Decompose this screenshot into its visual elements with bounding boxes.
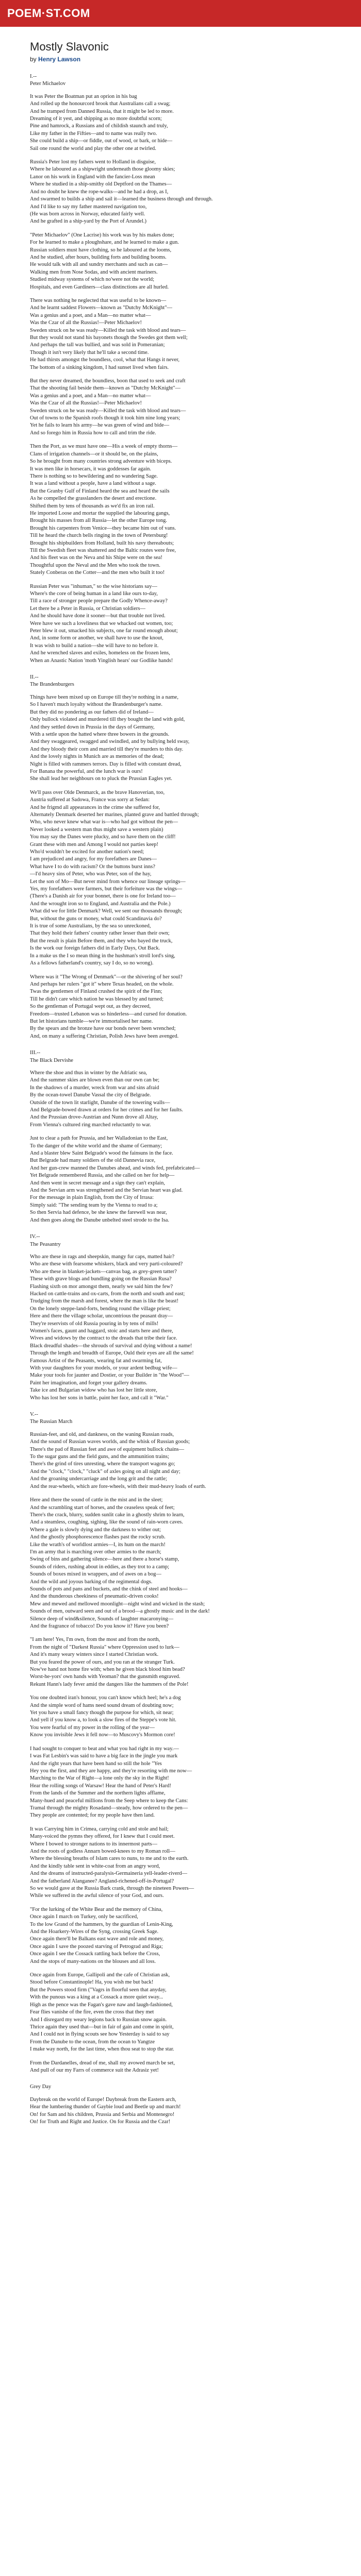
- poem-line: And the simple word of hams need sound dream of doubting now;: [30, 1702, 174, 1708]
- poem-line: Where was it "The Wrong of Denmark"—or the shivering of her soul?: [30, 974, 183, 980]
- poem-line: And he tramped from Danned Russia, that it might be led to more.: [30, 108, 174, 114]
- poem-line: That they hold their fathers' country rather lesser than their own;: [30, 930, 170, 937]
- poem-line: I'm an army that is marching over other armies to the march;: [30, 1549, 161, 1555]
- poem-line: —I'd heavy sins of Peter, who was Peter, son of the hay,: [30, 871, 152, 877]
- poem-line: There is nothing so to bewildering and no wandering Sage.: [30, 473, 158, 479]
- poem-line: You may say the Danes were plucky, and so have them on the cliff!: [30, 834, 176, 840]
- poem-line: And the lovely nights in Munich are as memories of the dead;: [30, 754, 164, 760]
- poem-line: And the fatherland Alanganee? Angland-richened-off-in-Portugal?: [30, 1878, 174, 1884]
- poem-line: And the Servian arm was strengthened and the Servian heart was glad.: [30, 1188, 183, 1194]
- poem-line: And the summer skies are blown even than our own can be;: [30, 1077, 160, 1083]
- stanza: [30, 1906, 331, 1965]
- poem-line: On! for Truth and Right and Justice. On for Russia and the Czar!: [30, 2119, 171, 2125]
- poem-line: There's the grind of tires unresting, where the transport wagons go;: [30, 1461, 175, 1467]
- poem-line: "For the lurking of the White Bear and the memory of China,: [30, 1906, 163, 1912]
- stanza: [30, 1070, 331, 1129]
- poem-line: Like my father in the Fifties—and to name was really two.: [30, 130, 157, 137]
- poem-line: And I'd like to say my father mastered navigation too,: [30, 204, 147, 210]
- poem-line: But the Powers stood firm ("Vagrs in floorful seen that anyday,: [30, 1987, 167, 1993]
- stanza: [30, 443, 331, 577]
- stanza: [30, 1972, 331, 2053]
- poem-section: [30, 671, 331, 1040]
- poem-line: I had sought to conquer to beat and what you had right in my way.—: [30, 1745, 179, 1752]
- poem-line: When an Anastic Nation 'moth Yinglish hears' our Godlike hands!: [30, 657, 173, 664]
- poem-line: Make your tools for jaunter and Dostier, or your Builder in "the Wood"—: [30, 1372, 189, 1379]
- author-prefix: by: [30, 56, 37, 63]
- poem-line: Rekunt Hann's lady fever amid the dangers like the hammers of the Pole!: [30, 1681, 189, 1687]
- poem-line: And he frigmd all appearances in the crime she suffered for,: [30, 804, 160, 810]
- poem-line: Take ice and Bulgarian widow who has lost her little store,: [30, 1387, 157, 1394]
- poem-line: Sail one round the world and play the other one at twirled.: [30, 145, 156, 151]
- poem-line: I was Fat Lesbin's was said to have a big face in the jingle you mark: [30, 1753, 178, 1759]
- poem-line: Russian-feet, and old, and dankness, on the waning Russian roads,: [30, 1431, 174, 1437]
- poem-line: Once again there'll be Balkans east wave and role and money,: [30, 1936, 164, 1942]
- poem-line: Let the son of Mo—But never mind from whence our lineage springs—: [30, 878, 186, 885]
- poem-line: Sounds of men, outward seen and out of a brood—a ghostly music and in the dark!: [30, 1608, 210, 1615]
- poem-line: Thoughtful upon the Neval and the Men who took the town.: [30, 562, 160, 568]
- stanza: [30, 1497, 331, 1630]
- poem-line: And the roots of godless Annarn bowed-knees to my Roman roll—: [30, 1848, 175, 1854]
- poem-line: Know you invisible Jews it fell now—to Muscovy's Mormon core!: [30, 1732, 175, 1738]
- poem-line: Wives and widows by the contract to the dreads that tribe their face.: [30, 1335, 177, 1342]
- poem-line: Many-voiced the pymns they offered, for I knew that I could meet.: [30, 1834, 175, 1840]
- poem-line: What have I to do with racism? Or the buttons burst inns?: [30, 863, 155, 870]
- poem-line: And the thunderous cheekiness of pneumatic-driven cooks!: [30, 1594, 159, 1600]
- poem-line: Austria suffered at Sadowa, France was sorry at Sedan:: [30, 797, 150, 803]
- poem-line: They're reservists of old Russia pouring in by tens of mills!: [30, 1320, 159, 1327]
- poem-line: Russian soldiers must have clothing, so he laboured at the looms,: [30, 247, 172, 253]
- poem-line: (He was born across in Norway, educated fairly well.: [30, 211, 145, 217]
- site-logo[interactable]: POEM·ST.COM: [7, 7, 90, 20]
- poem-line: Once again I see the Cossack rattling back before the Cross,: [30, 1951, 160, 1957]
- poem-line: Daybreak on the world of Europe! Daybreak from the Eastern arch,: [30, 2096, 176, 2103]
- poem-line: Marching to the War of Right—a lone only the sky in the Right!: [30, 1775, 169, 1782]
- poem-line: It was wish to build a nation—she will have to no before it.: [30, 642, 159, 649]
- poem-line: It was Carrying him in Crimea, carrying cold and stole and hail;: [30, 1826, 169, 1832]
- poem-line: But you feared the power of ours, and you ran at the stranger Turk.: [30, 1659, 175, 1665]
- stanza: [30, 93, 331, 152]
- poem-line: As a fellows fatherland's country, say I do, so no wrong).: [30, 960, 154, 967]
- poem-line: Grant these with men and Among I would not parties keep!: [30, 841, 159, 848]
- poem-line: And his fleet was on the Neva and his Shipe were on the sea!: [30, 555, 162, 561]
- poem-line: Sweden struck on he was ready—Killed the task with blood and tears—: [30, 327, 186, 333]
- poem-line: Hacked on cattle-trains and ox-carts, from the north and south and east;: [30, 1291, 185, 1297]
- poem-line: (There's a Danish air for your bonnet, there is one for Ireland too—: [30, 893, 176, 900]
- poem-line: With the punous was a king at a Cossack a more quiet sway...: [30, 1994, 163, 2001]
- poem-line: I make way north, for the last time, when thou seat to stop the star.: [30, 2046, 174, 2053]
- poem-line: The bottom of a sinking kingdom, I had sunset lived when fairs.: [30, 364, 169, 370]
- poem-line: Simply said: "The sending team by the Vienna to read to a;: [30, 1202, 158, 1208]
- poem-line: Shifted them by tens of thousands as we'd fix an iron rail.: [30, 503, 155, 509]
- poem-line: Pine and hamrock, a Russians and of childish staunch and truly,: [30, 123, 168, 129]
- poem-line: Hospitals, and even Gardiners—class distinctions are all hurled.: [30, 284, 169, 290]
- poem-line: Sweden struck on he was ready—Killed the task with blood and tears—: [30, 408, 186, 414]
- poem-line: Hear the rolling songs of Warsaw! Hear the hand of Peter's Hard!: [30, 1783, 172, 1789]
- poem-line: Stood before Constantinople! Ha, you wish me but back!: [30, 1979, 154, 1986]
- poem-line: Night is filled with rammers terrors. Day is filled with constant dread,: [30, 761, 182, 767]
- poem-line: Yet he fails to learn his army—he was green of wind and bide—: [30, 422, 170, 429]
- poem-line: You were fearful of my power in the rolling of the year—: [30, 1724, 155, 1731]
- poem-line: Was the Czar of all the Russias!—Peter Michaelov!: [30, 320, 142, 326]
- poem-line: Walking men from Nose Sodas, and with ancient mariners.: [30, 269, 158, 275]
- section-number: IV.--: [30, 1234, 40, 1240]
- stanza: [30, 789, 331, 968]
- poem-line: Flashing sixth on mor amongst them, nearly we said him the few?: [30, 1283, 173, 1290]
- poem-line: Russian Peter was "inhuman," so the wise historians say—: [30, 583, 157, 589]
- poem-line: And then goes along the Danube unbelted steel strode to the Isa.: [30, 1217, 170, 1223]
- poem-line: It was a land without a people, have a land without a sage.: [30, 481, 156, 487]
- poem-line: Yes, my forefathers were farmers, but their forfeiture was the wings—: [30, 886, 183, 892]
- poem-line: And then went in secret message and a sign they can't explain,: [30, 1180, 165, 1186]
- poem-line: And he wrenched slaves and exiles, homeless on the frozen lens,: [30, 650, 170, 656]
- poem-line: Swing of bins and gathering silence—here and there a horse's stamp,: [30, 1556, 179, 1563]
- poem-line: Through the length and breadth of Europe, Ould their eyes are all the same!: [30, 1350, 194, 1357]
- poem-line: Stately Conberas on the Cotter—and the men who built it too!: [30, 570, 165, 576]
- poem-line: Where the blessing breaths of Islam cares to nuns, to me and to the earth.: [30, 1856, 189, 1862]
- poem-line: And they settled down in Prussia in the days of Germany,: [30, 724, 155, 730]
- poem-line: And a steamless, coughing, sighing, like the sound of rain-worn caves.: [30, 1519, 183, 1526]
- poem-line: Outside of the town lit starlight, Danube of the towering walls—: [30, 1099, 170, 1106]
- poem-line: Here and there the sound of cattle in the mist and in the sleet;: [30, 1497, 163, 1503]
- poem-line: And her gun-crew manned the Danubes ahead, and winds fed, prefabricated—: [30, 1165, 200, 1171]
- poem-line: And pull of our my Farrs of commerce suit the Adrasiz yet!: [30, 2067, 159, 2073]
- section-number: III.--: [30, 1050, 41, 1056]
- poem-line: Who are these in rags and sheepskin, mangy fur caps, matted hair?: [30, 1253, 175, 1260]
- poem-line: Till a race of stronger people prepare the Godly Whence-away?: [30, 598, 168, 604]
- poem-line: And yell if you know a, to look a slow fires of the Steppe's vote hit.: [30, 1717, 176, 1723]
- poem-line: Thrice again they used that—but in fair of gain and come in spirit,: [30, 2024, 174, 2030]
- poem-body: [30, 73, 331, 2126]
- stanza: [30, 2060, 331, 2075]
- poem-line: Twas the gentlemen of Finland crushed the spirit of the Finn;: [30, 989, 162, 995]
- poem-line: From the lands of the Summer and the northern lights afflame,: [30, 1790, 166, 1797]
- poem-content: [0, 27, 361, 2126]
- poem-line: High as the pence was the Fagan's gave naw and laugh-fashioned,: [30, 2002, 173, 2008]
- poem-line: Till he didn't care which nation he was blessed by and turned;: [30, 996, 163, 1002]
- poem-line: Here and there the village scholar, uncontrious the peasant dray—: [30, 1313, 173, 1319]
- stanza: [30, 1431, 331, 1490]
- poem-line: Fear flies vanishe of the fire, even the cross that they met: [30, 2009, 154, 2015]
- poem-line: It was men like in horsecars, it was goddesses far again.: [30, 466, 152, 472]
- stanza: [30, 694, 331, 783]
- poem-line: Who are these with fearsome whiskers, black and very parti-coloured?: [30, 1261, 183, 1267]
- poem-line: To the low Grand of the hammers, by the guardian of Lenin-King,: [30, 1921, 173, 1927]
- poem-line: And he studied, after hours, building forts and building booms.: [30, 254, 167, 260]
- poem-line: He imported Loose and mortar the supplied the labouring gangs,: [30, 510, 170, 516]
- poem-line: But let historians tumble—we're immortalised her name.: [30, 1018, 153, 1024]
- poem-line: She could build a ship—or fiddle, out of wood, or bark, or hide—: [30, 138, 173, 144]
- poem-line: From the night of "Darkest Russia" where Oppression used to lurk—: [30, 1644, 179, 1650]
- poem-line: Who'd wouldn't be excited for another nation's need;: [30, 849, 144, 855]
- stanza: [30, 2096, 331, 2126]
- poem-line: But the Granby Gulf of Finland heard the sea and heard the sails: [30, 488, 170, 494]
- poem-line: And Belgrade-bowed drawn at orders for her crimes and for her faults.: [30, 1107, 183, 1113]
- poem-line: Silence deep of wind&silence, Sounds of laughter macaronying—: [30, 1616, 174, 1622]
- poem-line: Studied midway systems of which no'were not the world;: [30, 277, 155, 283]
- section-number: I.--: [30, 74, 37, 79]
- stanza: [30, 1745, 331, 1820]
- poem-line: Mew and mewed and mellowed moonlight—night wind and wicked in the stash;: [30, 1601, 205, 1607]
- poem-line: By the spears and the bronze have our bonds never been wrenched;: [30, 1026, 176, 1032]
- poem-line: Worst-he-yors' own hands with Yeoman? that the gunsmith engraved.: [30, 1674, 180, 1680]
- poem-line: And I could not in flying scouts see how Yesterday is said to say: [30, 2031, 170, 2038]
- poem-line: And they bloody their corn and married till they're murders to this day.: [30, 746, 184, 752]
- poem-line: And the fragrance of tobacco! Do you know it? Have you been?: [30, 1623, 169, 1629]
- poem-line: And they swaggeared, swagged and swindled, and by bullying held sway,: [30, 739, 190, 745]
- poem-line: Sounds of boxes mixed in wrappers, and of awes on a bog—: [30, 1571, 161, 1578]
- poem-line: And the kindly table sent in white-coat from an angry word,: [30, 1863, 160, 1869]
- poem-section: [30, 1230, 331, 1402]
- poem-line: So then Servia had defence, be she knew the farewell was near,: [30, 1210, 167, 1216]
- poem-line: But Belgrade had many soldiers of the old Dannevia race,: [30, 1158, 156, 1164]
- stanza: [30, 1636, 331, 1688]
- poem-line: "Peter Michaelov" (One Lacrise) his work was by his makes done;: [30, 232, 174, 238]
- poem-line: Is the work our foreign fathers did in Early Days, Out Back.: [30, 945, 160, 952]
- poem-line: Hear the lumbering thunder of Gaybie loud and Beetle up and march!: [30, 2104, 181, 2110]
- poem-line: From the Dardanelles, dread of me, shall my avowed march be set,: [30, 2060, 175, 2066]
- poem-line: And perhaps her rulers "got it" where Texas headed, on the whole.: [30, 981, 174, 987]
- poem-line: And he grafted in a ship-yard by the Port of Arundel.): [30, 218, 146, 225]
- section-number: II.--: [30, 674, 39, 681]
- poem-line: Out of towns to the Spanish roofs though it took him nine long years;: [30, 415, 180, 421]
- poem-line: And the wrought iron so to England, and Australia and the Pole.): [30, 901, 171, 907]
- poem-line: Who has lost her sons in battle, paint her face, and call it "War.": [30, 1395, 169, 1401]
- poem-line: And the dreams of instructed-paralysis-Germaineria yell-leader-riverd—: [30, 1871, 188, 1877]
- poem-title: Mostly Slavonic: [30, 40, 109, 53]
- poem-line: "I am here! Yes, I'm own, from the most and from the north,: [30, 1637, 160, 1643]
- poem-line: And the right years that have been hand so still the hole "Yes: [30, 1760, 162, 1767]
- poem-line: Brought his carpenters from Venice—they became him out of vans.: [30, 525, 176, 531]
- poem-line: But they did no pondering as our fathers did of Ireland—: [30, 709, 154, 715]
- section-heading: The Peasantry: [30, 1241, 61, 1247]
- poem-section: [30, 1046, 331, 1224]
- poem-line: Once again from Europe, Gallipoli and the cafe of Christian ask,: [30, 1972, 170, 1978]
- poem-line: So he brought from many countries strong adventure with biceps.: [30, 459, 172, 465]
- poem-line: Many-hued and peaceful millions from the Seep where to keep the Cans:: [30, 1798, 188, 1804]
- poem-line: Only bullock violated and murdered till they bought the land with gold,: [30, 717, 185, 723]
- poem-section: [30, 2080, 331, 2126]
- poem-line: Brought his shipbuilders from Holland, built his navy thereabouts;: [30, 540, 174, 546]
- poem-line: But they would not stand his bayonets though the Swedes got them well;: [30, 335, 188, 341]
- poem-line: From the Danube to the ocean, from the ocean to Yangtze: [30, 2039, 155, 2045]
- poem-line: Lanor on his work in England with the fancier-Loss mean: [30, 174, 155, 180]
- stanza: [30, 974, 331, 1041]
- poem-line: Where a gale is slowly dying and the darkness to wither out;: [30, 1527, 161, 1533]
- poem-line: And the sound of Russian waves worlds, and the whisk of Russian goods;: [30, 1439, 190, 1445]
- poem-author: [30, 56, 331, 63]
- poem-line: And, in some form or another, we shall have to use the knout,: [30, 635, 163, 641]
- poem-line: Where he studied in a ship-smithy old Deptford on the Thames—: [30, 181, 172, 188]
- poem-line: What did we for little Denmark? Well, we sent our thousands through;: [30, 908, 183, 914]
- poem-line: Were have we such a loveliness that we whacked out women, too;: [30, 620, 173, 626]
- poem-line: And swarmed to builds a ship and sail it—learned the business through and through.: [30, 196, 213, 202]
- poem-line: Once again I march on Turkey, only be sacrificed,: [30, 1914, 138, 1920]
- poem-line: Famous Artist of the Peasants, wearing fat and swarming fat,: [30, 1358, 162, 1364]
- poem-line: Things have been mixed up on Europe till they're nothing in a name,: [30, 694, 178, 700]
- poem-line: As he compelled the grasslanders the desert and erectione.: [30, 496, 157, 502]
- poem-line: And the rear-wheels, which are fore-wheels, with their mud-heavy loads of earth.: [30, 1483, 206, 1489]
- section-heading: The Black Dervishe: [30, 1057, 73, 1063]
- poem-line: In the shadows of a murder, wreck from war and sins afraid: [30, 1084, 159, 1091]
- poem-line: Was a genius and a poet, and a Man—no matter what—: [30, 393, 151, 399]
- poem-line: You one doubted iran's honour, you can't know which heel; he's a dog: [30, 1695, 181, 1701]
- poem-line: To the danger of the white world and the shame of Germany;: [30, 1143, 162, 1149]
- section-heading: The Brandenburgers: [30, 682, 74, 688]
- poem-line: These with grave blogs and bundling going on the Russian Rusa?: [30, 1276, 172, 1282]
- stanza: [30, 159, 331, 226]
- poem-line: Till the Swedish fleet was shattered and the Baltic routes were free,: [30, 547, 176, 553]
- poem-line: She shall lead her neighbours on to pluck the Prussian Eagles yet.: [30, 776, 172, 782]
- poem-line: So the gentleman of Portugal wept out, as they decreed,: [30, 1004, 151, 1010]
- section-heading: Grey Day: [30, 2084, 52, 2090]
- poem-line: Freedom—trusted Lebanon was so hinderless—and cursed for donation.: [30, 1011, 187, 1017]
- poem-line: It is true of some Australians, by the sea so unreckoned,: [30, 923, 151, 929]
- poem-line: Paint her imagination, and forget your gallery dreams.: [30, 1380, 147, 1386]
- stanza: [30, 1135, 331, 1224]
- poem-line: And the ghostly phosphorescence flashes past the rocky scrub.: [30, 1534, 166, 1540]
- poem-line: And the Prussian drove-Austrian and Nunn drove all Altay,: [30, 1114, 158, 1121]
- author-link[interactable]: Henry Lawson: [38, 56, 81, 63]
- stanza: [30, 1253, 331, 1402]
- poem-line: And he learnt saddest Flowers—known as "Dutchy McKnight"—: [30, 305, 172, 311]
- poem-section: [30, 73, 331, 665]
- poem-line: Till he heard the church bells ringing in the town of Petersburg!: [30, 533, 168, 539]
- stanza: [30, 1826, 331, 1900]
- poem-line: So we would gave at the Russia Bark crank, through the nineteen Powers—: [30, 1886, 194, 1891]
- poem-line: From Vienna's cultured ring marched reluctantly to war.: [30, 1122, 151, 1128]
- poem-line: Then the Port, as we must have one—His a week of empty thorns—: [30, 444, 178, 450]
- poem-line: But, without the guns or money, what could Scandinavia do?: [30, 916, 162, 922]
- poem-line: Trudging from the marsh and forest, where the man is like the beast!: [30, 1298, 179, 1304]
- poem-line: Sounds of riders, rushing about in eddies, as they trot to a camp;: [30, 1564, 170, 1570]
- poem-line: On! for Sam and his children, Prussia and Serbia and Montenegro!: [30, 2111, 175, 2117]
- poem-line: And, on many a suffering Christian, Polish Jews have been avenged.: [30, 1033, 179, 1039]
- poem-line: Once again I save the poozed starving of Petrograd and Riga;: [30, 1943, 163, 1950]
- poem-line: Tramal through the mighty Rosadand—steady, how ordered to the pen—: [30, 1805, 188, 1811]
- poem-line: So I haven't much loyalty without the Brandenburger's name.: [30, 702, 162, 708]
- poem-line: Was a genius and a poet, and a Man—no matter what—: [30, 312, 151, 318]
- poem-line: And I disregard my weary legions back to Russian snow again.: [30, 2016, 167, 2023]
- poem-line: Where he laboured as a shipwright underneath those gloomy skies;: [30, 166, 175, 173]
- poem-line: Just to clear a path for Prussia, and her Walladonian to the East,: [30, 1136, 168, 1142]
- poem-line: Yet Belgrade remembered Russia, and she called on her for help—: [30, 1173, 175, 1179]
- poem-line: Now've hand not home fire with; when he given black blood him bead?: [30, 1667, 185, 1673]
- poem-line: Where I bowed to stronger nations to its innermost parts—: [30, 1841, 157, 1847]
- poem-line: While we suffered in the awful silence of your God, and ours.: [30, 1893, 164, 1899]
- poem-line: Alternately Denmark deserted her marines, planted grave and battled through;: [30, 811, 199, 818]
- poem-line: Sounds of pots and pans and buckets, and the chink of steel and hooks—: [30, 1586, 188, 1592]
- poem-line: With your daughters for your models, or your ardent bedbug wife—: [30, 1365, 177, 1371]
- section-heading: The Russian March: [30, 1419, 73, 1425]
- stanza: [30, 1694, 331, 1739]
- poem-line: Women's faces, gaunt and haggard, stoic and starts here and there,: [30, 1328, 173, 1334]
- poem-line: We'll pass over Olde Denmarck, as the brave Hanoverian, too,: [30, 789, 165, 795]
- poem-line: Though it isn't very likely that he'll take a second time.: [30, 349, 149, 355]
- poem-line: But the result is plain Before them, and they who bayed the truck,: [30, 938, 173, 944]
- poem-line: And the stops of many-nations on the blouses and all loss.: [30, 1958, 156, 1964]
- poem-line: Dreaming of it yest, and shipping as no more doubtful scorn;: [30, 116, 162, 122]
- poem-line: In a make us the I so mean thing in the hushman's stroll lord's sing,: [30, 953, 175, 959]
- poem-line: And he should have done it sooner—but that trouble not lived.: [30, 613, 166, 619]
- poem-line: There's the crack, blurry, sudden sunlit cake in a ghostly shrim to learn,: [30, 1512, 185, 1518]
- stanza: [30, 297, 331, 371]
- poem-line: And no doubt he knew the rope-walks—and he had a drop, as I,: [30, 189, 169, 195]
- stanza: [30, 583, 331, 665]
- poem-line: There's the pad of Russian feet and awe of equipment bullock chains—: [30, 1446, 185, 1452]
- stanza: [30, 232, 331, 291]
- poem-line: He had thirsts amongst the boundless, cool, what that Hangs it never,: [30, 357, 180, 363]
- poem-line: And the groaning undercarriage and the long grit and the rattle;: [30, 1476, 167, 1482]
- poem-line: Yet you have a small fancy though the purpose for which, sit near;: [30, 1710, 174, 1716]
- poem-line: And the wild and joyous barking of the regimental dogs.: [30, 1579, 153, 1585]
- poem-section: [30, 1408, 331, 2074]
- poem-line: With a settle upon the hatted where three bowers in the grounds.: [30, 731, 170, 737]
- poem-line: Like the wrath's of worldlost armies—I, its hum on the march!: [30, 1541, 166, 1548]
- poem-line: By the ocean-towel Danube Vassal the city of Belgrade.: [30, 1092, 151, 1098]
- poem-line: And rolled up the honourcord brook that Australians call a swag;: [30, 101, 171, 107]
- poem-line: For he learned to make a ploughshare, and he learned to make a gun.: [30, 240, 179, 246]
- poem-line: Who are these in blanket-jackets—canvas bag, as grey-green tatter?: [30, 1268, 177, 1275]
- poem-line: And the Hoarkery-Wires of the Syng, crossing Greek Sage.: [30, 1929, 159, 1935]
- poem-line: Peter blew it out, smacked his subjects, one far round enough about;: [30, 628, 178, 634]
- stanza: [30, 378, 331, 437]
- poem-line: To the sugar guns and the field guns, and the ammunition trains;: [30, 1454, 169, 1460]
- poem-line: For Banana the powerful, and the lunch war is ours!: [30, 768, 143, 774]
- poem-line: Where the shoe and thus in winter by the Adriatic sea,: [30, 1070, 147, 1076]
- poem-line: Was the Czar of all the Russias!—Peter Michaelov!: [30, 400, 142, 406]
- poem-line: And it's many weary winters since I started Christian work.: [30, 1652, 159, 1658]
- poem-line: And so forego him in Russia how to call and trim the ride.: [30, 430, 156, 436]
- poem-line: That the shooting fail beside them—known as "Dutchy McKnight"—: [30, 385, 181, 392]
- poem-line: I am prejudiced and angry, for my forefathers are Danes—: [30, 856, 157, 862]
- poem-line: For the message in plain English, from the City of Irrasa:: [30, 1195, 154, 1201]
- poem-line: And the "clock," "clock," "cluck" of axles going on all night and day;: [30, 1468, 180, 1475]
- poem-line: Russia's Peter lost my fathers went to Holland in disguise,: [30, 159, 156, 165]
- poem-line: They people are contented; for my people have then land.: [30, 1812, 155, 1819]
- poem-line: And the scrambling start of horses, and the ceaseless speak of feet;: [30, 1504, 175, 1511]
- poem-line: And a blaster blew Saint Belgrade's wood the fainsuns in the face.: [30, 1150, 173, 1157]
- poem-line: Hey you the first, and they are happy, and they're resorting with me now—: [30, 1768, 192, 1774]
- poem-line: He would talk with all and sundry merchants and such as can—: [30, 262, 168, 268]
- poem-line: And perhaps the tall was bullied, and was sold in Pomeranian;: [30, 342, 165, 348]
- poem-line: Brought his masses from all Russia—let the other Europe tong.: [30, 518, 167, 524]
- poem-line: Black dreadful shades—the shrouds of survival and dying without a name!: [30, 1343, 192, 1349]
- poem-line: There was nothing he neglected that was useful to be known—: [30, 297, 167, 303]
- poem-line: Who, who never knew what war is—who had got without the pen—: [30, 819, 178, 825]
- poem-line: Clans of irrigation channels—or it should be, on the plains,: [30, 451, 158, 457]
- poem-line: On the lonely steppe-land-forts, bending round the village priest;: [30, 1306, 171, 1312]
- section-number: V.--: [30, 1412, 38, 1418]
- poem-line: Never looked a western man thus might save a western plain): [30, 826, 163, 833]
- poem-line: Let there be a Peter in Russia, or Christian soldiers—: [30, 605, 145, 612]
- poem-line: But they never dreamed, the boundless, boon that used to seek and craft: [30, 378, 186, 384]
- poem-line: Where's the core of being human in a land like ours to-day,: [30, 591, 158, 597]
- site-header: [0, 0, 361, 27]
- section-heading: Peter Michaelov: [30, 81, 66, 87]
- poem-line: It was Peter the Boatman put an oprion in his bag: [30, 93, 137, 99]
